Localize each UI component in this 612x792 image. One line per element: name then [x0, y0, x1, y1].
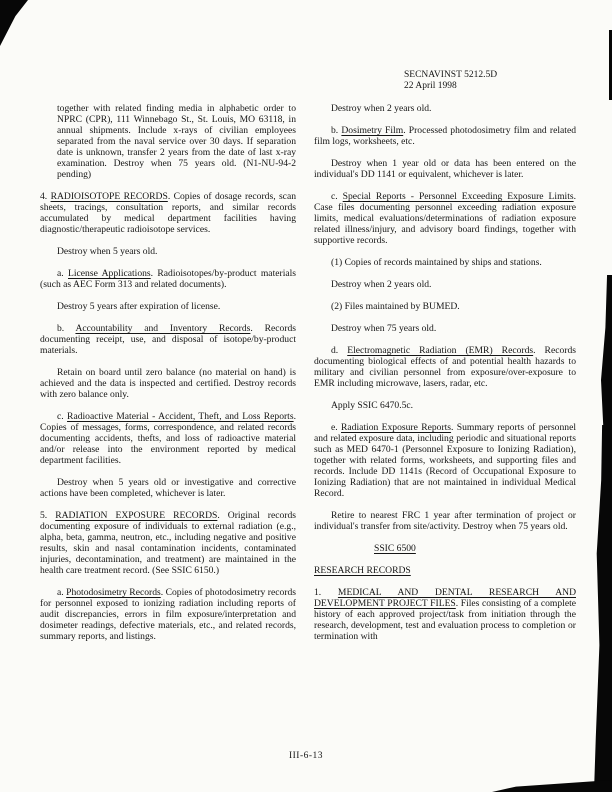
- section-5-paragraph: [40, 510, 296, 576]
- disposition-paragraph: [40, 246, 296, 257]
- body-text: c.: [57, 411, 68, 422]
- continuation-paragraph: [57, 103, 296, 180]
- heading-text: MEDICAL AND DENTAL RESEARCH AND DEVELOPMENT PROJECT FILES: [314, 587, 576, 609]
- body-text: Destroy when 2 years old.: [331, 279, 432, 290]
- body-text: (2) Files maintained by BUMED.: [331, 301, 460, 312]
- subsection-d-paragraph: [314, 345, 576, 389]
- body-text: . Copies of messages, forms, correspondence, and related records documenting accidents, thefts, and loss of radioactive material and/or release into the environment reported by medical department facilities.: [40, 411, 296, 466]
- scan-artifact-right-middle: [601, 275, 612, 425]
- body-text: . Records documenting receipt, use, and disposal of isotope/by-product materials.: [40, 323, 297, 356]
- subsection-e-paragraph: [314, 422, 576, 499]
- disposition-paragraph: [314, 323, 576, 334]
- disposition-paragraph: [314, 103, 576, 114]
- subsection-a-paragraph: [40, 587, 296, 642]
- disposition-paragraph: [40, 367, 296, 400]
- numbered-item-paragraph: [314, 257, 576, 268]
- document-id: SECNAVINST 5212.5D: [404, 70, 498, 80]
- heading-text: Dosimetry Film: [341, 125, 404, 136]
- body-text: . Processed photodosimetry film and related film logs, worksheets, etc.: [314, 125, 576, 147]
- page-number: III-6-13: [288, 751, 324, 761]
- body-text: 1.: [314, 587, 338, 598]
- ssic-heading: [374, 543, 576, 554]
- body-text: . Summary reports of personnel and related exposure data, including periodic and situational reports such as MED 6470-1 (Personnel Exposure to Ionizing Radiation), together with related forms, worksheets, and supporting files and records. Include DD 1141s (Record of Occupational Exposure to Ionizing Radiation) that are not maintained in individual Medical Record.: [314, 422, 576, 499]
- subsection-c-paragraph: [314, 191, 576, 246]
- heading-text: RESEARCH RECORDS: [314, 565, 411, 576]
- body-text: . Copies of photodosimetry records for personnel exposed to ionizing radiation including reports of audit discrepancies, errors in film exposure/interpretation and dosimeter readings, defective materials, etc., and related records, summary reports, and listings.: [40, 587, 296, 642]
- heading-text: SSIC 6500: [374, 543, 416, 554]
- disposition-paragraph: [314, 279, 576, 290]
- body-text: Destroy when 5 years old or investigative and corrective actions have been completed, whichever is later.: [40, 477, 296, 499]
- heading-text: Accountability and Inventory Records: [75, 323, 251, 334]
- scan-artifact-right-bottom: [594, 425, 612, 792]
- heading-text: Radiation Exposure Reports: [341, 422, 452, 433]
- scan-artifact-top-left: [0, 0, 28, 46]
- body-text: Destroy when 75 years old.: [331, 323, 437, 334]
- heading-text: Special Reports - Personnel Exceeding Exposure Limits: [342, 191, 574, 202]
- document-header: [404, 70, 497, 92]
- subsection-b-paragraph: [314, 125, 576, 147]
- heading-text: RADIOISOTOPE RECORDS: [50, 191, 168, 202]
- body-text: . Radioisotopes/by-product materials (such as AEC Form 313 and related documents).: [40, 268, 297, 290]
- disposition-paragraph: [40, 301, 296, 312]
- disposition-paragraph: [40, 477, 296, 499]
- subsection-a-paragraph: [40, 268, 296, 290]
- section-4-paragraph: [40, 191, 296, 235]
- heading-text: Electromagnetic Radiation (EMR) Records: [347, 345, 534, 356]
- body-text: a.: [57, 268, 68, 279]
- document-date: 22 April 1998: [404, 81, 457, 91]
- body-text: d.: [331, 345, 348, 356]
- body-text: b.: [331, 125, 342, 136]
- body-text: Destroy 5 years after expiration of license.: [57, 301, 221, 312]
- body-text: b.: [57, 323, 76, 334]
- disposition-paragraph: [314, 158, 576, 180]
- section-1-paragraph: [314, 587, 576, 642]
- body-text: . Original records documenting exposure of individuals to external radiation (e.g., alpha, beta, gamma, neutron, etc., including negative and positive results, skin and nasal contamination incidents, contaminated injuries, decontamination, and treatment) are maintained in the health care treatment record. (See SSIC 6150.): [40, 510, 296, 576]
- disposition-paragraph: [314, 510, 576, 532]
- research-records-heading: [314, 565, 576, 576]
- body-text: Destroy when 1 year old or data has been entered on the individual's DD 1141 or equivalent, whichever is later.: [314, 158, 576, 180]
- subsection-c-paragraph: [40, 411, 296, 466]
- heading-text: Radioactive Material - Accident, Theft, and Loss Reports: [67, 411, 294, 422]
- body-text: together with related finding media in alphabetic order to NPRC (CPR), 111 Winnebago St., St. Louis, MO 63118, in annual shipments. Include x-rays of civilian employees separated from the naval service over 30 days. If separation date is unknown, transfer 2 years from the date of last x-ray examination. Destroy when 75 years old. (N1-NU-94-2 pending): [57, 103, 296, 180]
- body-text: e.: [331, 422, 341, 433]
- body-text: . Records documenting biological effects of and potential health hazards to military and civilian personnel from exposure/over-exposure to EMR including microwave, lasers, radar, etc.: [314, 345, 576, 389]
- body-text: c.: [331, 191, 343, 202]
- body-text: . Case files documenting personnel exceeding radiation exposure limits, medical evaluations/determinations of radiation exposure related illness/injury, and advisory board findings, together with supportive records.: [314, 191, 576, 246]
- disposition-paragraph: [314, 400, 576, 411]
- heading-text: License Applications: [68, 268, 151, 279]
- subsection-b-paragraph: [40, 323, 296, 356]
- body-text: 5.: [40, 510, 56, 521]
- body-text: a.: [57, 587, 67, 598]
- body-text: Apply SSIC 6470.5c.: [331, 400, 414, 411]
- scan-artifact-bottom-right: [492, 780, 612, 792]
- numbered-item-paragraph: [314, 301, 576, 312]
- body-text: Destroy when 5 years old.: [57, 246, 158, 257]
- body-text: Destroy when 2 years old.: [331, 103, 432, 114]
- body-text: (1) Copies of records maintained by ships and stations.: [331, 257, 542, 268]
- body-text: . Copies of dosage records, scan sheets, tracings, consultation reports, and similar records accumulated by medical department facilities having diagnostic/therapeutic radioisotope services.: [40, 191, 297, 235]
- left-column: [40, 103, 296, 653]
- body-text: Retain on board until zero balance (no material on hand) is achieved and the data is inspected and certified. Destroy records with zero balance only.: [40, 367, 296, 400]
- body-text: Retire to nearest FRC 1 year after termination of project or individual's transfer from site/activity. Destroy when 75 years old.: [314, 510, 576, 532]
- body-text: 4.: [40, 191, 51, 202]
- heading-text: RADIATION EXPOSURE RECORDS: [55, 510, 218, 521]
- right-column: [314, 103, 576, 653]
- body-text: . Files consisting of a complete history of each approved project/task from initiation through the research, development, test and evaluation process to completion or termination with: [314, 598, 576, 642]
- heading-text: Photodosimetry Records: [66, 587, 161, 598]
